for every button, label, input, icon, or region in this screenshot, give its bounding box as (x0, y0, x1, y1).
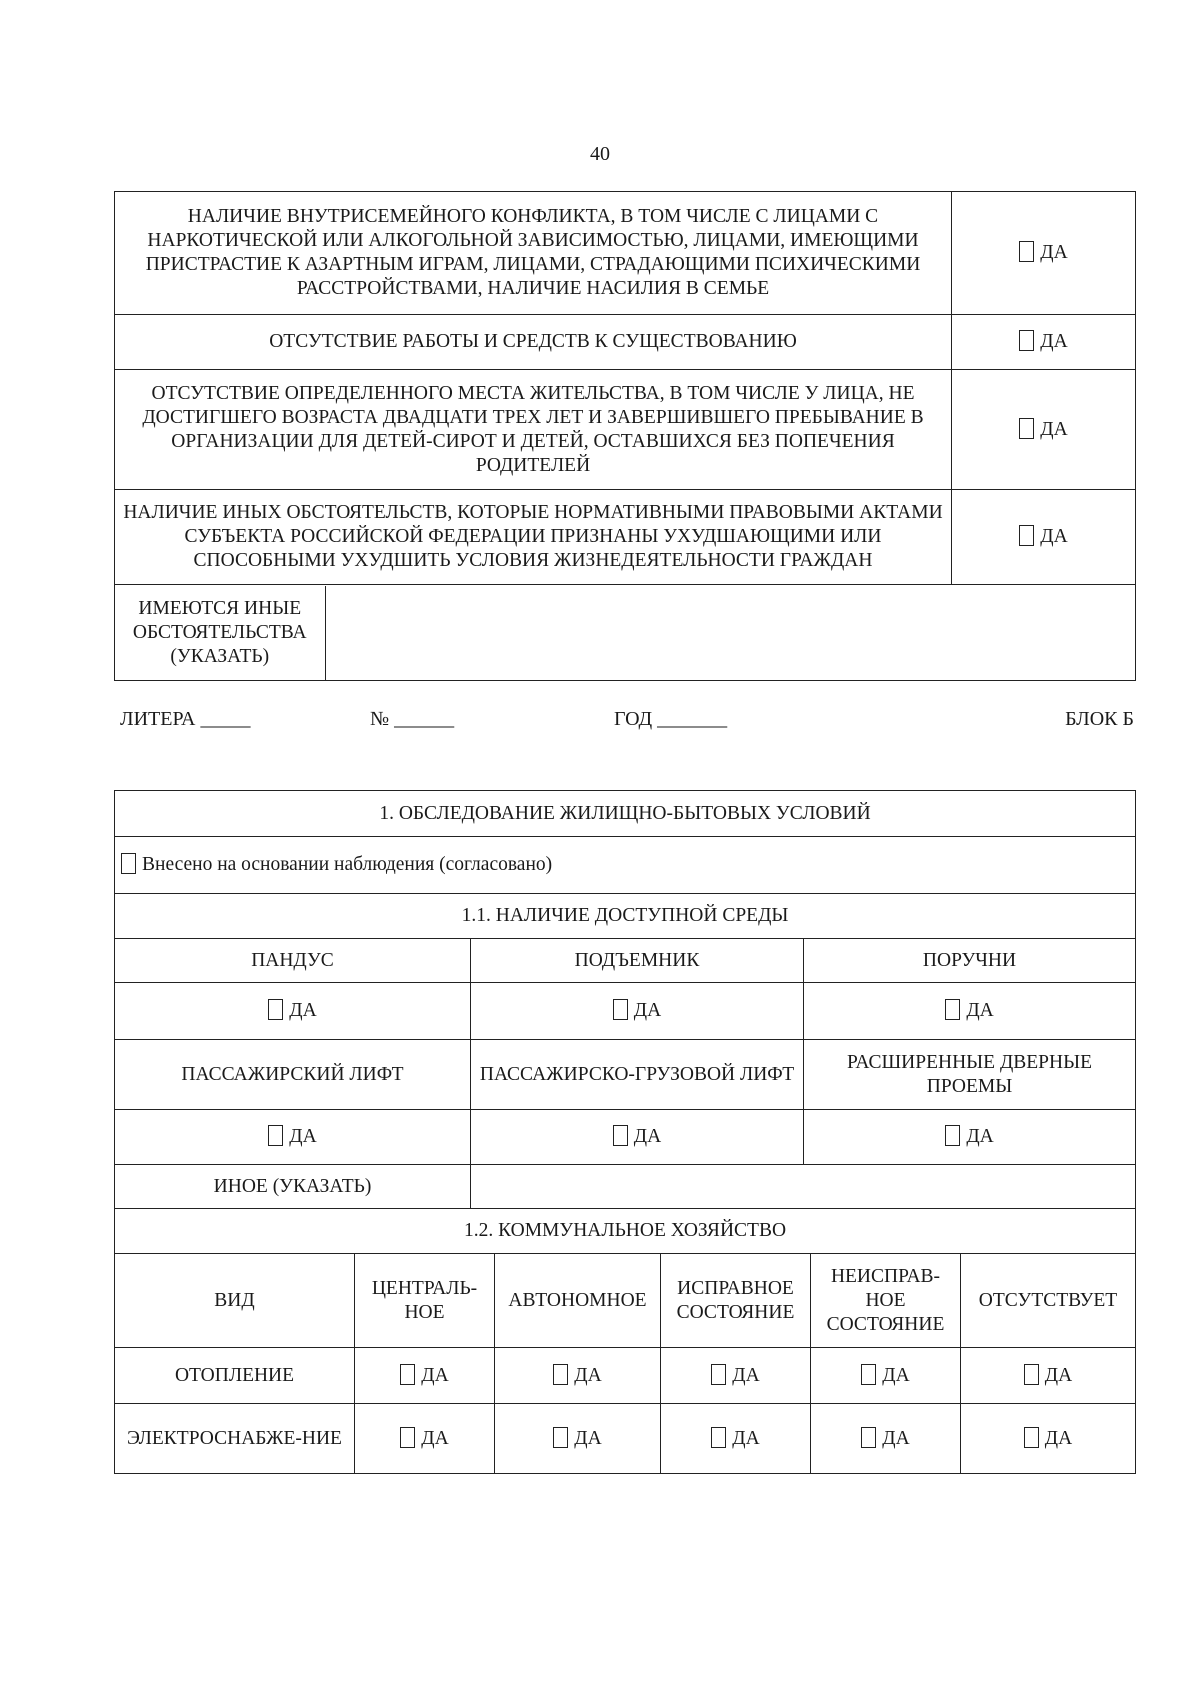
checkbox-icon[interactable] (1019, 418, 1034, 439)
checkbox-label: ДА (732, 1364, 760, 1386)
env-item-label: ПОДЪЕМНИК (471, 939, 804, 983)
checkbox-cell[interactable] (471, 1110, 804, 1165)
checkbox-icon[interactable] (945, 1125, 960, 1146)
utilities-table (114, 1253, 1136, 1474)
checkbox-label: ДА (574, 1427, 602, 1449)
checkbox-label: ДА (1040, 331, 1068, 352)
checkbox-cell[interactable] (952, 315, 1136, 370)
other-env-field[interactable] (471, 1165, 1136, 1209)
table-row (115, 315, 1136, 370)
litera-field[interactable]: ЛИТЕРА _____ (120, 708, 251, 730)
checkbox-icon[interactable] (1019, 525, 1034, 546)
checkbox-cell[interactable] (661, 1348, 811, 1404)
checkbox-label: ДА (289, 1000, 317, 1021)
checkbox-cell[interactable] (952, 370, 1136, 490)
page-number: 40 (590, 143, 610, 165)
checkbox-icon[interactable] (553, 1364, 568, 1385)
checkbox-icon[interactable] (1024, 1427, 1039, 1448)
observation-checkbox-row[interactable] (115, 837, 1136, 894)
checkbox-cell[interactable] (355, 1348, 495, 1404)
checkbox-icon[interactable] (711, 1364, 726, 1385)
column-header: ЦЕНТРАЛЬ-НОЕ (355, 1254, 495, 1348)
other-circumstances-label: ИМЕЮТСЯ ИНЫЕ ОБСТОЯТЕЛЬСТВА (УКАЗАТЬ) (115, 586, 325, 680)
checkbox-cell[interactable] (495, 1404, 661, 1474)
circumstance-text: ОТСУТСТВИЕ РАБОТЫ И СРЕДСТВ К СУЩЕСТВОВАНИЮ (115, 315, 952, 370)
env-item-label: ПОРУЧНИ (804, 939, 1136, 983)
checkbox-cell[interactable] (961, 1348, 1136, 1404)
column-header: ИСПРАВНОЕ СОСТОЯНИЕ (661, 1254, 811, 1348)
observation-label: Внесено на основании наблюдения (согласовано) (142, 854, 553, 875)
column-header: НЕИСПРАВ-НОЕ СОСТОЯНИЕ (811, 1254, 961, 1348)
checkbox-icon[interactable] (121, 853, 136, 874)
checkbox-icon[interactable] (861, 1427, 876, 1448)
checkbox-icon[interactable] (268, 999, 283, 1020)
checkbox-label: ДА (1040, 526, 1068, 547)
checkbox-label: ДА (1040, 418, 1068, 440)
checkbox-cell[interactable] (952, 490, 1136, 585)
circumstance-text: НАЛИЧИЕ ИНЫХ ОБСТОЯТЕЛЬСТВ, КОТОРЫЕ НОРМАТИВНЫМИ ПРАВОВЫМИ АКТАМИ СУБЪЕКТА РОССИЙСКОЙ ФЕДЕРАЦИИ ПРИЗНАНЫ УХУДШАЮЩИМИ ИЛИ СПОСОБНЫМИ УХУДШИТЬ УСЛОВИЯ ЖИЗНЕДЕЯТЕЛЬНОСТИ ГРАЖДАН (115, 490, 952, 585)
checkbox-cell[interactable] (961, 1404, 1136, 1474)
subsection-title: 1.1. НАЛИЧИЕ ДОСТУПНОЙ СРЕДЫ (115, 894, 1136, 939)
checkbox-cell[interactable] (471, 983, 804, 1040)
utility-type: ОТОПЛЕНИЕ (115, 1348, 355, 1404)
checkbox-cell[interactable] (115, 983, 471, 1040)
checkbox-icon[interactable] (861, 1364, 876, 1385)
checkbox-icon[interactable] (711, 1427, 726, 1448)
checkbox-cell[interactable] (355, 1404, 495, 1474)
table-row (115, 490, 1136, 585)
checkbox-label: ДА (421, 1364, 449, 1386)
checkbox-label: ДА (289, 1126, 317, 1147)
block-label: БЛОК Б (1065, 708, 1134, 730)
checkbox-label: ДА (882, 1364, 910, 1386)
section-title: 1. ОБСЛЕДОВАНИЕ ЖИЛИЩНО-БЫТОВЫХ УСЛОВИЙ (115, 791, 1136, 837)
number-field[interactable]: № ______ (370, 708, 455, 730)
block-header-line (120, 708, 1134, 738)
checkbox-icon[interactable] (945, 999, 960, 1020)
checkbox-cell[interactable] (811, 1404, 961, 1474)
table-row (115, 370, 1136, 490)
column-header: АВТОНОМНОЕ (495, 1254, 661, 1348)
checkbox-icon[interactable] (1019, 330, 1034, 351)
checkbox-icon[interactable] (1024, 1364, 1039, 1385)
checkbox-icon[interactable] (613, 1125, 628, 1146)
checkbox-cell[interactable] (804, 983, 1136, 1040)
checkbox-label: ДА (633, 1126, 662, 1147)
checkbox-icon[interactable] (613, 999, 628, 1020)
circumstances-table (114, 191, 1136, 681)
checkbox-label: ДА (574, 1364, 602, 1386)
env-item-label: ПАССАЖИРСКО-ГРУЗОВОЙ ЛИФТ (471, 1040, 804, 1110)
checkbox-icon[interactable] (553, 1427, 568, 1448)
checkbox-label: ДА (882, 1427, 910, 1449)
checkbox-cell[interactable] (115, 1110, 471, 1165)
other-circumstances-field[interactable] (325, 586, 1135, 680)
env-item-label: ПАНДУС (115, 939, 471, 983)
living-conditions-table (114, 790, 1136, 1254)
checkbox-icon[interactable] (400, 1364, 415, 1385)
utility-type: ЭЛЕКТРОСНАБЖЕ-НИЕ (115, 1404, 355, 1474)
table-row (115, 585, 1136, 681)
checkbox-cell[interactable] (804, 1110, 1136, 1165)
checkbox-label: ДА (633, 1000, 662, 1021)
env-item-label: РАСШИРЕННЫЕ ДВЕРНЫЕ ПРОЕМЫ (804, 1040, 1136, 1110)
checkbox-label: ДА (966, 1126, 994, 1147)
year-field[interactable]: ГОД _______ (614, 708, 728, 730)
column-header: ВИД (115, 1254, 355, 1348)
checkbox-cell[interactable] (811, 1348, 961, 1404)
checkbox-label: ДА (966, 1000, 994, 1021)
table-row (115, 192, 1136, 315)
column-header: ОТСУТСТВУЕТ (961, 1254, 1136, 1348)
checkbox-cell[interactable] (661, 1404, 811, 1474)
checkbox-icon[interactable] (268, 1125, 283, 1146)
checkbox-cell[interactable] (495, 1348, 661, 1404)
checkbox-icon[interactable] (400, 1427, 415, 1448)
checkbox-label: ДА (1044, 1364, 1073, 1386)
checkbox-label: ДА (1040, 242, 1068, 263)
env-item-label: ПАССАЖИРСКИЙ ЛИФТ (115, 1040, 471, 1110)
circumstance-text: НАЛИЧИЕ ВНУТРИСЕМЕЙНОГО КОНФЛИКТА, В ТОМ ЧИСЛЕ С ЛИЦАМИ С НАРКОТИЧЕСКОЙ ИЛИ АЛКОГОЛЬНОЙ ЗАВИСИМОСТЬЮ, ЛИЦАМИ, ИМЕЮЩИМИ ПРИСТРАСТИЕ К АЗАРТНЫМ ИГРАМ, ЛИЦАМИ, СТРАДАЮЩИМИ ПСИХИЧЕСКИМИ РАССТРОЙСТВАМИ, НАЛИЧИЕ НАСИЛИЯ В СЕМЬЕ (115, 192, 952, 315)
checkbox-cell[interactable] (952, 192, 1136, 315)
checkbox-label: ДА (421, 1427, 449, 1449)
checkbox-label: ДА (1044, 1427, 1073, 1449)
subsection-title: 1.2. КОММУНАЛЬНОЕ ХОЗЯЙСТВО (115, 1209, 1136, 1254)
checkbox-icon[interactable] (1019, 241, 1034, 262)
checkbox-label: ДА (732, 1427, 760, 1449)
other-env-label: ИНОЕ (УКАЗАТЬ) (115, 1165, 471, 1209)
circumstance-text: ОТСУТСТВИЕ ОПРЕДЕЛЕННОГО МЕСТА ЖИТЕЛЬСТВА, В ТОМ ЧИСЛЕ У ЛИЦА, НЕ ДОСТИГШЕГО ВОЗРАСТА ДВАДЦАТИ ТРЕХ ЛЕТ И ЗАВЕРШИВШЕГО ПРЕБЫВАНИЕ В ОРГАНИЗАЦИИ ДЛЯ ДЕТЕЙ-СИРОТ И ДЕТЕЙ, ОСТАВШИХСЯ БЕЗ ПОПЕЧЕНИЯ РОДИТЕЛЕЙ (115, 370, 952, 490)
